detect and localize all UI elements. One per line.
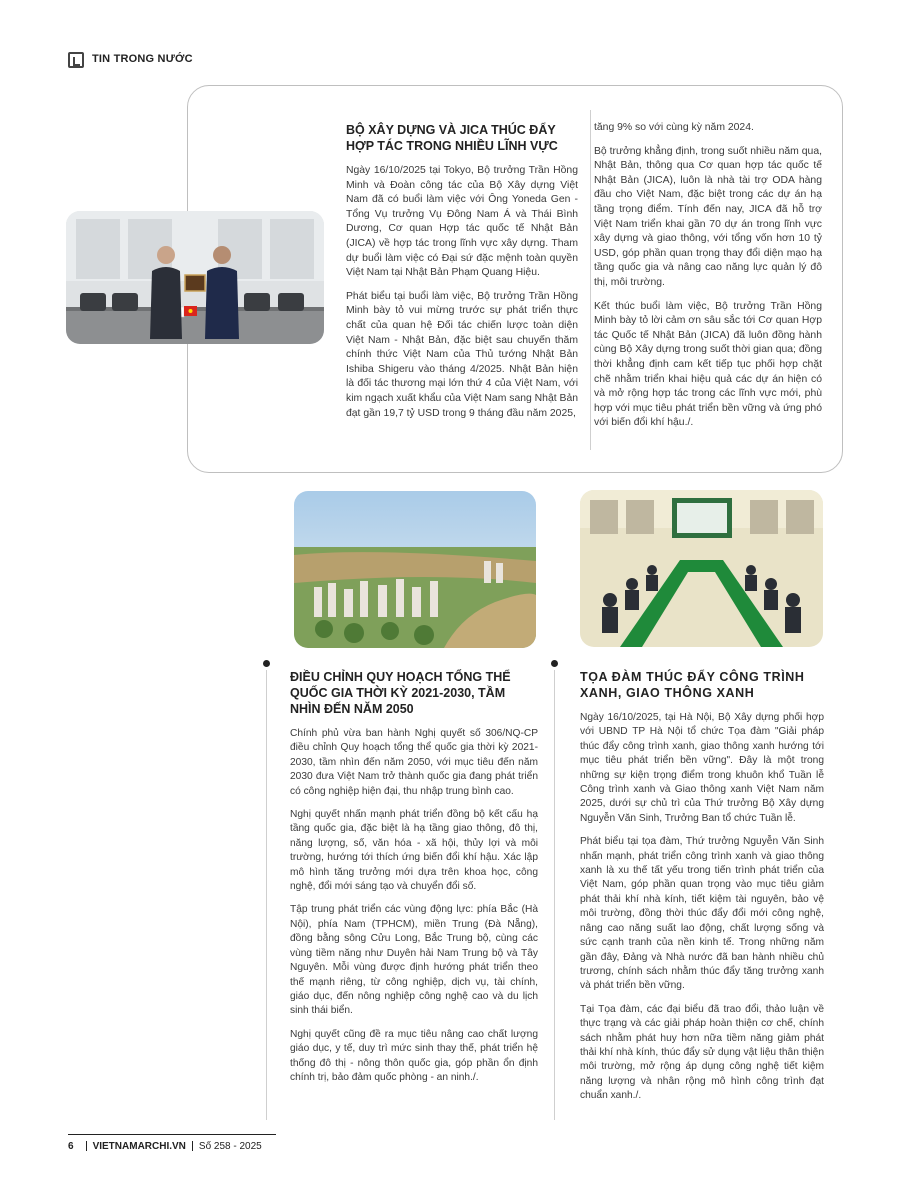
- footer-separator: [192, 1141, 193, 1151]
- story2-column: [290, 669, 538, 1094]
- story1-column-2: [594, 121, 822, 440]
- footer-site: VIETNAMARCHI.VN: [92, 1141, 186, 1152]
- story2-bullet: [263, 660, 270, 667]
- story3-column: [580, 669, 824, 1113]
- story1-column-1: [346, 122, 578, 430]
- footer-separator: [86, 1141, 87, 1151]
- story1-paragraph: Bộ trưởng khẳng định, trong suốt nhiều năm qua, Nhật Bản, thông qua Cơ quan hợp tác quốc tế Nhật Bản (JICA), luôn là nhà tài trợ ODA hàng đầu cho Việt Nam, đặc biệt trong các dự án hạ tầng trọng điểm. Tính đến nay, JICA đã hỗ trợ Việt Nam triển khai gần 70 dự án trong lĩnh vực xây dựng và giao thông, với tổng vốn hơn 10 tỷ USD, góp phần quan trọng thay đổi diện mạo hạ tầng quốc gia và nâng cao năng lực quản lý đô thị, môi trường.: [594, 145, 822, 288]
- story1-headline: BỘ XÂY DỰNG VÀ JICA THÚC ĐẨY HỢP TÁC TRONG NHIỀU LĨNH VỰC: [346, 123, 558, 153]
- footer-rule: [68, 1134, 276, 1135]
- story3-paragraph: Phát biểu tại tọa đàm, Thứ trưởng Nguyễn Văn Sinh nhấn mạnh, phát triển công trình xanh và giao thông xanh là xu thế tất yếu trong tiến trình phát triển của Việt Nam, góp phần quan trọng vào mục tiêu giảm phát thải khí nhà kính, tiết kiệm tài nguyên, bảo vệ môi trường, đồng thời thúc đẩy đổi mới công nghệ, nâng cao năng suất lao động, chất lượng sống và sức cạnh tranh của nền kinh tế. Trong những năm gần đây, Đảng và Nhà nước đã ban hành nhiều chủ trương, chính sách nhằm thúc đẩy tăng trưởng xanh và phát triển bền vững.: [580, 836, 824, 992]
- story3-paragraph: Tại Tọa đàm, các đại biểu đã trao đổi, thảo luận về thực trạng và các giải pháp hoàn thiện cơ chế, chính sách nhằm phát huy hơn nữa tiềm năng giảm phát thải khí nhà kính, thúc đẩy sử dụng vật liệu thân thiện môi trường, mở rộng áp dụng công nghệ tiết kiệm năng lượng và nhân rộng mô hình công trình đạt chuẩn xanh./.: [580, 1003, 824, 1102]
- footer: [68, 1141, 268, 1152]
- story3-headline: TỌA ĐÀM THÚC ĐẨY CÔNG TRÌNH XANH, GIAO THÔNG XANH: [580, 670, 805, 700]
- story3-divider: [554, 670, 555, 1120]
- story1-paragraph: Ngày 16/10/2025 tại Tokyo, Bộ trưởng Trần Hồng Minh và Đoàn công tác của Bộ Xây dựng Việt Nam đã có buổi làm việc với Ông Yoneda Gen - Tổng Vụ trưởng Vụ Đông Nam Á và Thái Bình Dương, Cơ quan Hợp tác quốc tế Nhật Bản (JICA) về hợp tác trong lĩnh vực xây dựng. Tham dự buổi làm việc có Đại sứ đặc mệnh toàn quyền Việt Nam tại Nhật Bản Phạm Quang Hiệu.: [346, 165, 578, 279]
- section-label: TIN TRONG NƯỚC: [92, 53, 193, 65]
- story1-paragraph: tăng 9% so với cùng kỳ năm 2024.: [594, 122, 754, 133]
- story1-photo: [66, 211, 324, 344]
- footer-issue: Số 258 - 2025: [198, 1141, 262, 1152]
- magazine-logo-icon: [68, 52, 84, 68]
- story2-paragraph: Nghị quyết nhấn mạnh phát triển đồng bộ kết cấu hạ tầng quốc gia, đặc biệt là hạ tầng giao thông, đô thị, năng lượng, số, văn hóa - xã hội, thủy lợi và môi trường, hướng tới thích ứng biến đổi khí hậu. Xác lập mô hình tăng trưởng mới dựa trên khoa học, công nghệ, đổi mới sáng tạo và chuyển đổi số.: [290, 809, 538, 893]
- story2-headline: ĐIỀU CHỈNH QUY HOẠCH TỔNG THỂ QUỐC GIA THỜI KỲ 2021-2030, TẦM NHÌN ĐẾN NĂM 2050: [290, 670, 511, 716]
- story1-paragraph: Phát biểu tại buổi làm việc, Bộ trưởng Trần Hồng Minh bày tỏ vui mừng trước sự phát triển thực chất của quan hệ Đối tác chiến lược toàn diện Việt Nam - Nhật Bản, đặc biệt sau chuyến thăm chính thức Việt Nam của Thủ tướng Nhật Bản Ishiba Shigeru vào tháng 4/2025. Nhật Bản hiện là đối tác thương mại lớn thứ 4 của Việt Nam, với kim ngạch xuất khẩu của Việt Nam sang Nhật Bản đạt gần 19,7 tỷ USD trong 9 tháng đầu năm 2025,: [346, 290, 578, 419]
- story3-bullet: [551, 660, 558, 667]
- story2-photo: [294, 491, 536, 648]
- story3-paragraph: Ngày 16/10/2025, tại Hà Nội, Bộ Xây dựng phối hợp với UBND TP Hà Nội tổ chức Tọa đàm "Giải pháp thúc đẩy công trình xanh, giao thông xanh hướng tới mục tiêu phát triển bền vững". Đây là một trong những sự kiện trọng điểm trong khuôn khổ Tuần lễ Công trình xanh và Giao thông xanh Việt Nam năm 2025, dưới sự chủ trì của Thứ trưởng Bộ Xây dựng Nguyễn Văn Sinh, Trưởng Ban tổ chức Tuần lễ.: [580, 712, 824, 824]
- story1-paragraph: Kết thúc buổi làm việc, Bộ trưởng Trần Hồng Minh bày tỏ lời cảm ơn sâu sắc tới Cơ quan Hợp tác Quốc tế Nhật Bản (JICA) đã luôn đồng hành cùng Bộ Xây dựng trong suốt thời gian qua; đồng thời khẳng định cam kết tiếp tục phối hợp chặt chẽ nhằm triển khai hiệu quả các dự án hiện có và mở rộng hợp tác trong các lĩnh vực mới, phù hợp với mục tiêu phát triển bền vững và ứng phó với biến đổi khí hậu./.: [594, 300, 822, 429]
- story1-column-divider: [590, 110, 591, 450]
- story2-paragraph: Chính phủ vừa ban hành Nghị quyết số 306/NQ-CP điều chỉnh Quy hoạch tổng thể quốc gia thời kỳ 2021-2030, tầm nhìn đến năm 2050, với mục tiêu đến năm 2030 đưa Việt Nam trở thành quốc gia đang phát triển có công nghiệp hiện đại, thu nhập trung bình cao.: [290, 728, 538, 797]
- story2-divider: [266, 670, 267, 1120]
- story3-photo: [580, 490, 823, 647]
- story2-paragraph: Nghị quyết cũng đề ra mục tiêu nâng cao chất lượng giáo dục, y tế, duy trì mức sinh thay thế, phát triển hệ thống đô thị - nông thôn quốc gia, góp phần ổn định chính trị, bảo đảm quốc phòng - an ninh./.: [290, 1028, 538, 1083]
- page-number: 6: [68, 1141, 74, 1152]
- story2-paragraph: Tập trung phát triển các vùng động lực: phía Bắc (Hà Nội), phía Nam (TPHCM), miền Trung (Đà Nẵng), đồng bằng sông Cửu Long, Bắc Trung bộ, cùng các vùng tiềm năng như Duyên hải Nam Trung bộ và Tây Nguyên. Mỗi vùng được định hướng phát triển theo thế mạnh riêng, từ công nghiệp, dịch vụ, tài chính, giáo dục, đến nông nghiệp công nghệ cao và du lịch sinh thái biển.: [290, 904, 538, 1017]
